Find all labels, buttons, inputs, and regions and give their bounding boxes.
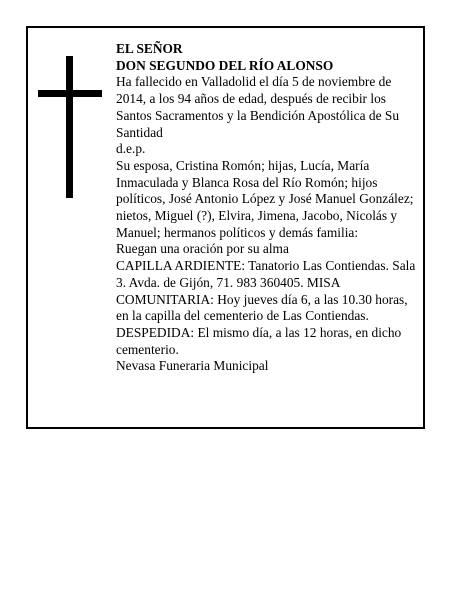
farewell-info: DESPEDIDA: El mismo día, a las 12 horas, en dicho cementerio. bbox=[116, 324, 402, 357]
notice-text bbox=[116, 41, 421, 375]
title-line-1: EL SEÑOR bbox=[116, 41, 183, 56]
prayer-request: Ruegan una oración por su alma bbox=[116, 241, 289, 257]
dep-text: d.e.p. bbox=[116, 141, 146, 157]
chapel-info: CAPILLA ARDIENTE: Tanatorio Las Contiendas. Sala 3. Avda. de Gijón, 71. 983 360405. MISA COMUNITARIA: Hoy jueves día 6, a las 10.30 horas, en la capilla del cementerio de Las Contiendas. bbox=[116, 258, 416, 324]
funeral-home: Nevasa Funeraria Municipal bbox=[116, 358, 269, 374]
cross-vertical-bar bbox=[66, 56, 73, 198]
family-list: Su esposa, Cristina Romón; hijas, Lucía, María Inmaculada y Blanca Rosa del Río Romón; hijos políticos, José Antonio López y José Manuel González; nietos, Miguel (?), Elvira, Jimena, Jacobo, Nicolás y Manuel; hermanos políticos y demás familia: bbox=[116, 157, 414, 240]
cross-horizontal-bar bbox=[38, 90, 102, 97]
obituary-notice bbox=[26, 26, 425, 429]
cross-icon bbox=[38, 56, 102, 198]
deceased-name: DON SEGUNDO DEL RÍO ALONSO bbox=[116, 57, 334, 73]
death-announcement: Ha fallecido en Valladolid el día 5 de noviembre de 2014, a los 94 años de edad, después de recibir los Santos Sacramentos y la Bendición Apostólica de Su Santidad bbox=[116, 74, 400, 140]
